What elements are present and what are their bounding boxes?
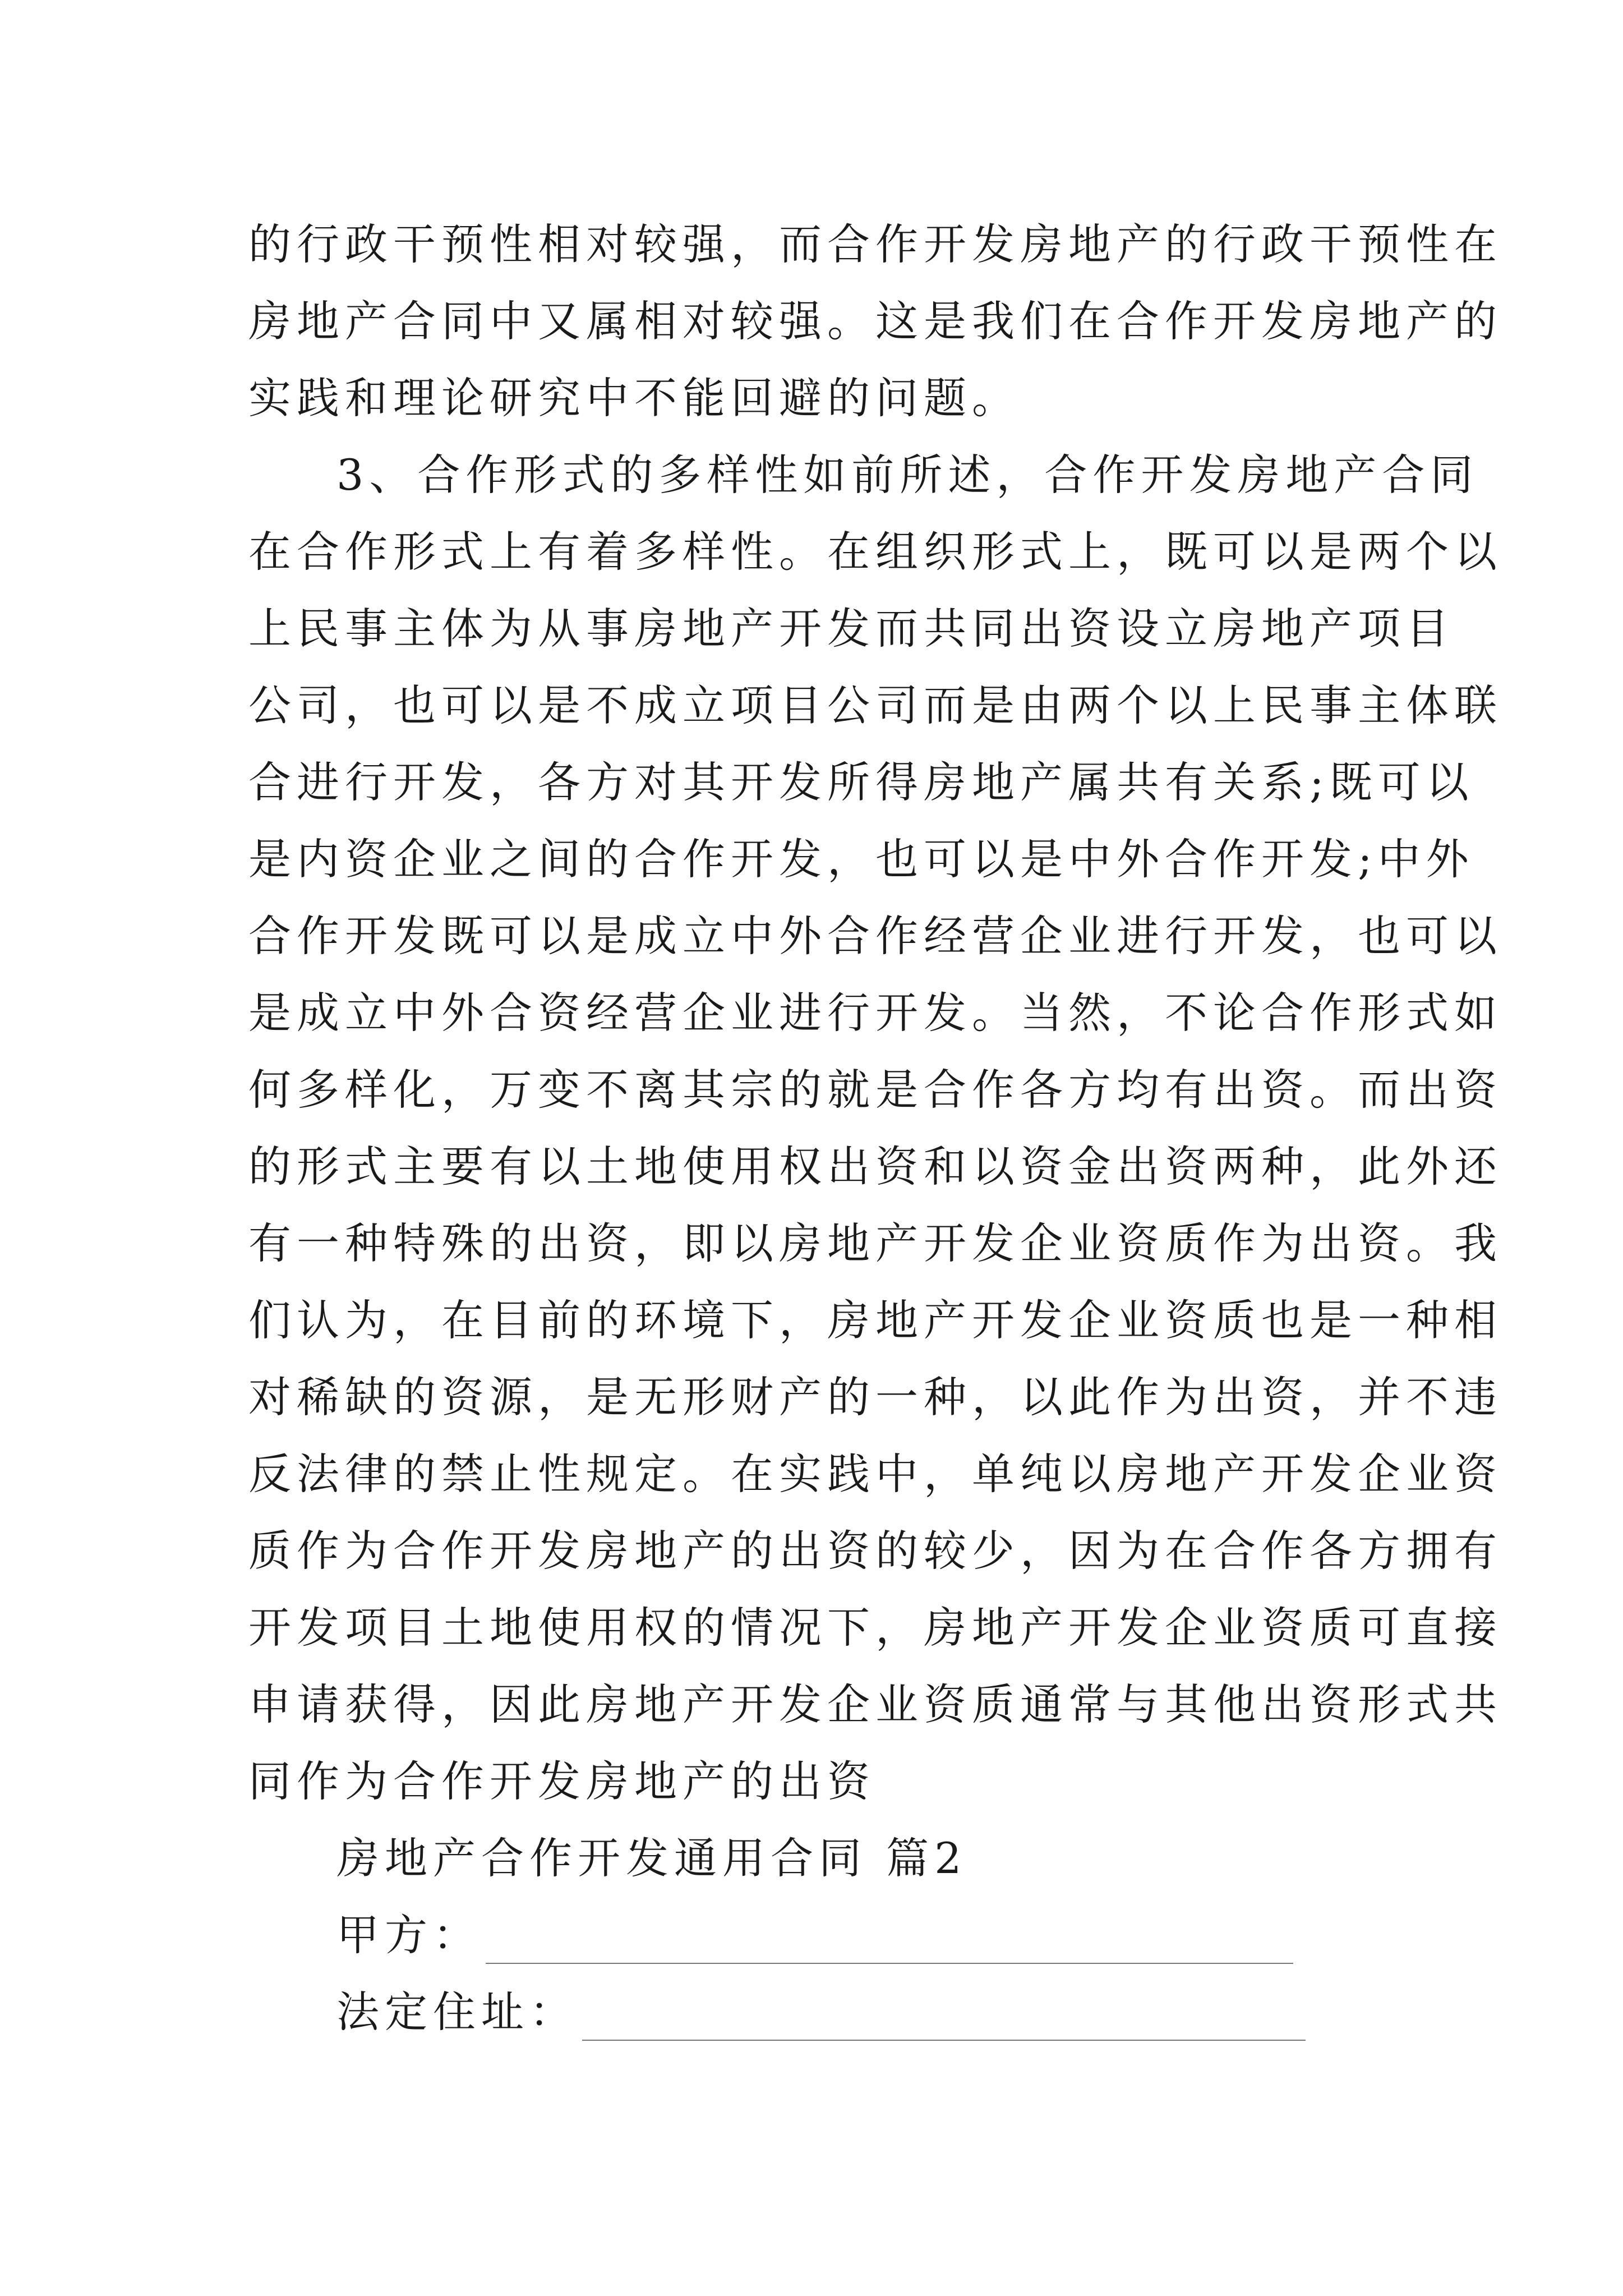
section-heading: 房地产合作开发通用合同 篇2 bbox=[336, 1833, 967, 1883]
paragraph-2-line-1: 3、合作形式的多样性如前所述，合作开发房地产合同 bbox=[336, 450, 1479, 500]
party-a-label: 甲方： bbox=[336, 1910, 481, 1960]
paragraph-2-line-6: 是内资企业之间的合作开发，也可以是中外合作开发;中外 bbox=[248, 834, 1474, 884]
paragraph-2-line-14: 反法律的禁止性规定。在实践中，单纯以房地产开发企业资 bbox=[248, 1449, 1502, 1499]
paragraph-2-line-13: 对稀缺的资源，是无形财产的一种，以此作为出资，并不违 bbox=[248, 1372, 1502, 1422]
paragraph-2-line-2: 在合作形式上有着多样性。在组织形式上，既可以是两个以 bbox=[248, 527, 1502, 577]
party-a-field bbox=[336, 1896, 1293, 1975]
paragraph-1-line-3: 实践和理论研究中不能回避的问题。 bbox=[248, 373, 1020, 423]
paragraph-2-line-4: 公司，也可以是不成立项目公司而是由两个以上民事主体联 bbox=[248, 680, 1502, 730]
paragraph-1-line-2: 房地产合同中又属相对较强。这是我们在合作开发房地产的 bbox=[248, 296, 1502, 346]
paragraph-2-line-16: 开发项目土地使用权的情况下，房地产开发企业资质可直接 bbox=[248, 1603, 1502, 1653]
legal-address-blank-line bbox=[582, 1984, 1306, 2041]
party-a-blank-line bbox=[486, 1907, 1293, 1964]
paragraph-2-line-3: 上民事主体为从事房地产开发而共同出资设立房地产项目 bbox=[248, 604, 1454, 654]
paragraph-2-line-18: 同作为合作开发房地产的出资 bbox=[248, 1756, 875, 1806]
paragraph-2-line-9: 何多样化，万变不离其宗的就是合作各方均有出资。而出资 bbox=[248, 1065, 1502, 1115]
paragraph-2-line-12: 们认为，在目前的环境下，房地产开发企业资质也是一种相 bbox=[248, 1295, 1502, 1345]
paragraph-2-line-5: 合进行开发，各方对其开发所得房地产属共有关系;既可以 bbox=[248, 757, 1474, 807]
paragraph-2-line-7: 合作开发既可以是成立中外合作经营企业进行开发，也可以 bbox=[248, 911, 1502, 961]
paragraph-1-line-1: 的行政干预性相对较强，而合作开发房地产的行政干预性在 bbox=[248, 219, 1502, 269]
legal-address-field bbox=[336, 1973, 1306, 2051]
paragraph-2-line-15: 质作为合作开发房地产的出资的较少，因为在合作各方拥有 bbox=[248, 1526, 1502, 1576]
legal-address-label: 法定住址： bbox=[336, 1987, 578, 2037]
paragraph-2-line-11: 有一种特殊的出资，即以房地产开发企业资质作为出资。我 bbox=[248, 1218, 1502, 1268]
paragraph-2-line-10: 的形式主要有以土地使用权出资和以资金出资两种，此外还 bbox=[248, 1142, 1502, 1191]
paragraph-2-line-17: 申请获得，因此房地产开发企业资质通常与其他出资形式共 bbox=[248, 1680, 1502, 1729]
paragraph-2-line-8: 是成立中外合资经营企业进行开发。当然，不论合作形式如 bbox=[248, 988, 1502, 1038]
